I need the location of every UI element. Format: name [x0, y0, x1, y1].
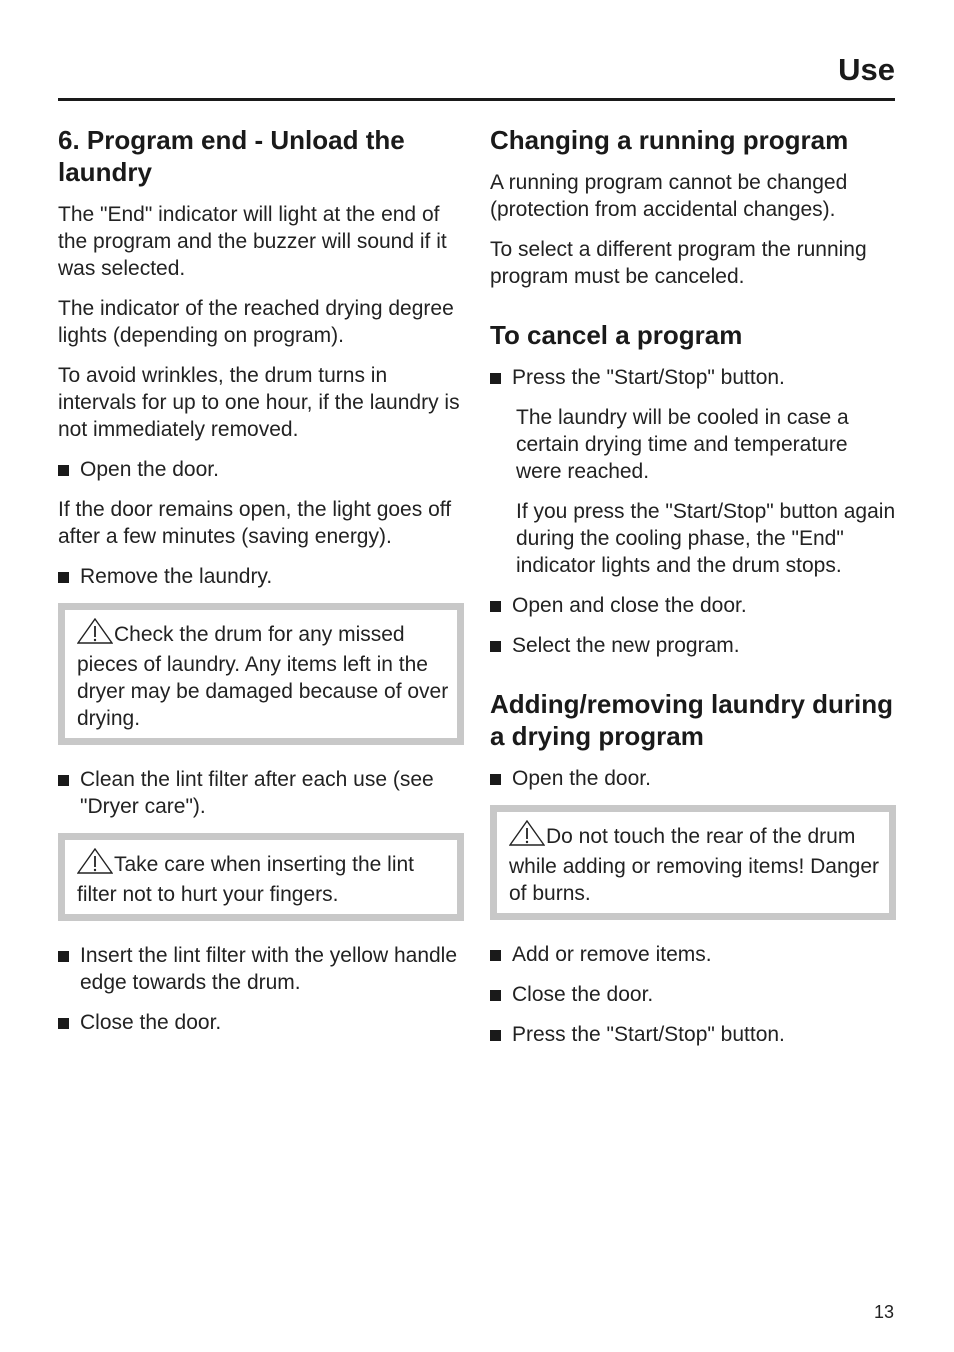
list-item-text: Close the door. — [512, 983, 654, 1006]
list-item-text: Press the "Start/Stop" button. — [512, 1023, 785, 1046]
square-bullet-icon — [490, 1030, 501, 1041]
list-item-text: Press the "Start/Stop" button. — [512, 366, 785, 389]
warning-text: Take care when inserting the lint filter not to hurt your fingers. — [77, 853, 414, 906]
right-column — [490, 124, 896, 1061]
left-column — [58, 124, 464, 1049]
paragraph-select-different: To select a different program the running program must be canceled. — [490, 238, 867, 288]
square-bullet-icon — [490, 373, 501, 384]
list-item-text: Select the new program. — [512, 634, 740, 657]
list-item-text: Remove the laundry. — [80, 565, 273, 588]
list-item-insert-filter — [58, 942, 464, 996]
list-item-text: Add or remove items. — [512, 943, 712, 966]
list-item-open-door — [58, 456, 464, 483]
warning-box-rear-drum — [490, 805, 896, 920]
section-spacer — [490, 672, 896, 688]
paragraph-end-indicator: The "End" indicator will light at the end of the program and the buzzer will sound if it was selected. — [58, 203, 447, 280]
square-bullet-icon — [490, 950, 501, 961]
list-item-text: Clean the lint filter after each use (see "Dryer care"). — [80, 768, 434, 818]
warning-triangle-icon — [77, 848, 113, 881]
warning-text: Do not touch the rear of the drum while adding or removing items! Danger of burns. — [509, 825, 880, 905]
list-item-text: Open the door. — [512, 767, 651, 790]
warning-box-check-drum — [58, 603, 464, 745]
square-bullet-icon — [58, 1018, 69, 1029]
section-title: Use — [838, 52, 895, 87]
heading-adding-removing: Adding/removing laundry during a drying program — [490, 689, 893, 751]
paragraph-cannot-change: A running program cannot be changed (protection from accidental changes). — [490, 171, 848, 221]
list-item-text: Open and close the door. — [512, 594, 747, 617]
list-item-select-new-program — [490, 632, 896, 659]
list-item-close-door — [58, 1009, 464, 1036]
paragraph-laundry-cooled: The laundry will be cooled in case a certain drying time and temperature were reached. — [516, 406, 849, 483]
paragraph-avoid-wrinkles: To avoid wrinkles, the drum turns in intervals for up to one hour, if the laundry is not immediately removed. — [58, 364, 460, 441]
heading-changing-program: Changing a running program — [490, 125, 849, 155]
heading-cancel-program: To cancel a program — [490, 320, 743, 350]
list-item-clean-filter — [58, 766, 464, 820]
warning-box-lint-filter — [58, 833, 464, 921]
list-item-remove-laundry — [58, 563, 464, 590]
square-bullet-icon — [490, 990, 501, 1001]
list-item-text: Open the door. — [80, 458, 219, 481]
list-item-text: Close the door. — [80, 1011, 222, 1034]
section-spacer — [490, 303, 896, 319]
list-item-open-door — [490, 765, 896, 792]
paragraph-door-open: If the door remains open, the light goes off after a few minutes (saving energy). — [58, 498, 452, 548]
title-divider — [58, 98, 895, 101]
warning-triangle-icon — [77, 618, 113, 651]
list-item-text: Insert the lint filter with the yellow handle edge towards the drum. — [80, 944, 458, 994]
square-bullet-icon — [58, 775, 69, 786]
heading-program-end: 6. Program end - Unload the laundry — [58, 125, 405, 187]
page-number: 13 — [873, 1302, 894, 1322]
square-bullet-icon — [490, 601, 501, 612]
list-item-open-close-door — [490, 592, 896, 619]
list-item-press-start-stop — [490, 364, 896, 391]
list-item-add-remove-items — [490, 941, 896, 968]
square-bullet-icon — [490, 774, 501, 785]
square-bullet-icon — [58, 465, 69, 476]
list-item-press-start-stop — [490, 1021, 896, 1048]
list-item-close-door — [490, 981, 896, 1008]
square-bullet-icon — [58, 951, 69, 962]
paragraph-press-again: If you press the "Start/Stop" button again during the cooling phase, the "End" indicator lights and the drum stops. — [516, 500, 896, 577]
warning-text: Check the drum for any missed pieces of laundry. Any items left in the dryer may be damaged because of over drying. — [77, 623, 449, 730]
warning-triangle-icon — [509, 820, 545, 853]
paragraph-drying-degree: The indicator of the reached drying degree lights (depending on program). — [58, 297, 454, 347]
square-bullet-icon — [490, 641, 501, 652]
square-bullet-icon — [58, 572, 69, 583]
